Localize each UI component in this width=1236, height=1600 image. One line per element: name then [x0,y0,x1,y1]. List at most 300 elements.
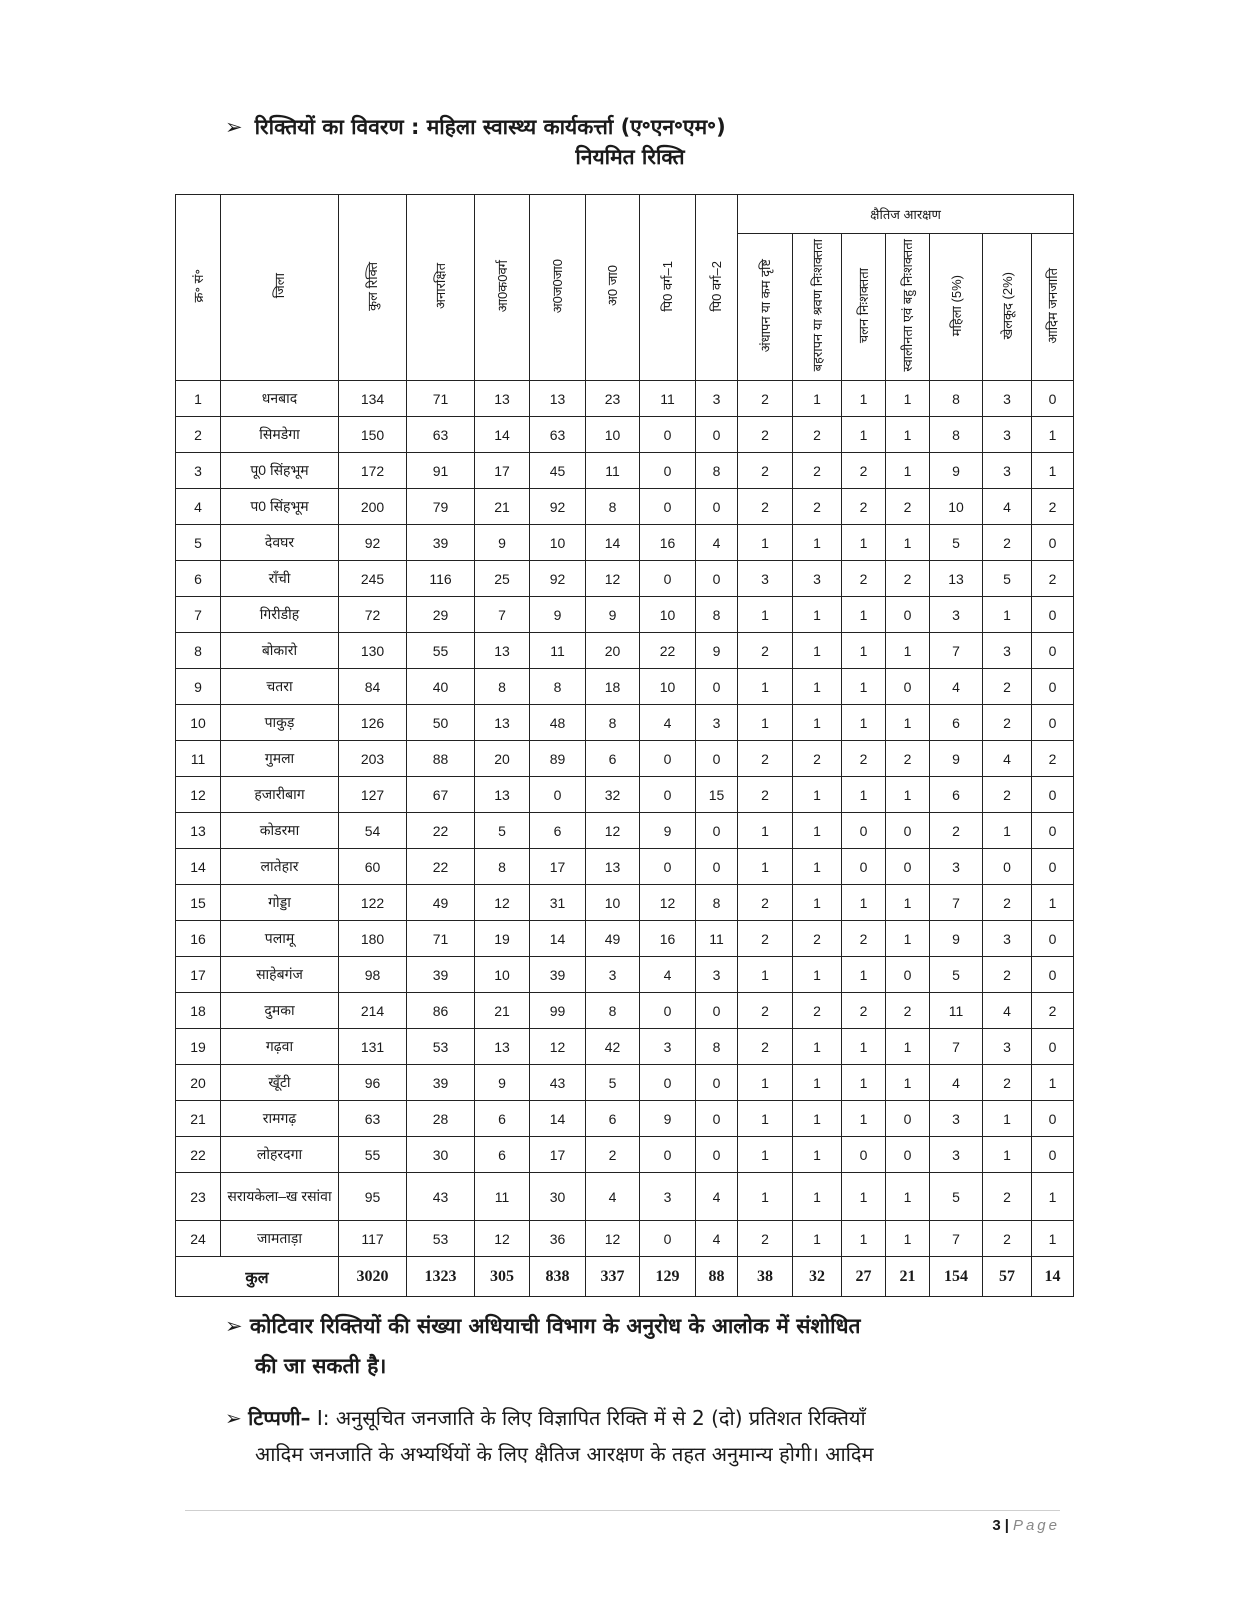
value-cell: 3 [586,957,640,993]
value-cell: 5 [586,1065,640,1101]
value-cell: 96 [339,1065,407,1101]
serial-cell: 14 [176,849,221,885]
value-cell: 6 [930,705,983,741]
value-cell: 13 [586,849,640,885]
col-header-unreserved: अनारक्षित [407,195,475,381]
value-cell: 71 [407,381,475,417]
value-cell: 1 [842,705,886,741]
col-header-bc1: पि0 वर्ग–1 [640,195,696,381]
total-cell: 21 [886,1257,930,1297]
value-cell: 14 [586,525,640,561]
value-cell: 13 [475,705,530,741]
col-group-horizontal-reservation: क्षैतिज आरक्षण [738,195,1074,234]
value-cell: 4 [983,741,1032,777]
value-cell: 8 [586,993,640,1029]
value-cell: 30 [530,1173,586,1221]
value-cell: 6 [475,1101,530,1137]
value-cell: 2 [842,741,886,777]
district-cell: लातेहार [221,849,339,885]
total-label: कुल [176,1257,339,1297]
value-cell: 0 [1032,849,1074,885]
value-cell: 11 [586,453,640,489]
district-cell: गढ़वा [221,1029,339,1065]
value-cell: 0 [1032,1029,1074,1065]
value-cell: 50 [407,705,475,741]
value-cell: 1 [842,381,886,417]
serial-cell: 6 [176,561,221,597]
value-cell: 0 [842,849,886,885]
value-cell: 4 [930,669,983,705]
value-cell: 1 [886,1221,930,1257]
value-cell: 1 [842,1173,886,1221]
value-cell: 2 [738,921,793,957]
value-cell: 92 [530,489,586,525]
table-row [176,705,1074,741]
value-cell: 4 [983,993,1032,1029]
col-header-women: महिला (5%) [930,234,983,381]
value-cell: 0 [886,1101,930,1137]
value-cell: 49 [407,885,475,921]
table-row [176,381,1074,417]
value-cell: 3 [983,1029,1032,1065]
value-cell: 1 [738,597,793,633]
value-cell: 0 [1032,633,1074,669]
value-cell: 0 [640,417,696,453]
value-cell: 1 [793,381,842,417]
value-cell: 1 [793,633,842,669]
total-cell: 129 [640,1257,696,1297]
value-cell: 2 [886,489,930,525]
value-cell: 28 [407,1101,475,1137]
value-cell: 43 [407,1173,475,1221]
value-cell: 15 [696,777,738,813]
value-cell: 3 [983,453,1032,489]
value-cell: 60 [339,849,407,885]
value-cell: 3 [793,561,842,597]
value-cell: 39 [407,957,475,993]
value-cell: 0 [640,1137,696,1173]
table-row [176,1137,1074,1173]
value-cell: 8 [586,705,640,741]
value-cell: 2 [738,417,793,453]
value-cell: 8 [930,417,983,453]
table-row [176,1173,1074,1221]
total-cell: 88 [696,1257,738,1297]
value-cell: 0 [640,1221,696,1257]
value-cell: 1 [793,705,842,741]
value-cell: 8 [696,453,738,489]
value-cell: 0 [983,849,1032,885]
col-header-pvtg: आदिम जनजाति [1032,234,1074,381]
vacancy-table [175,194,1074,1297]
value-cell: 2 [886,993,930,1029]
value-cell: 9 [930,921,983,957]
value-cell: 55 [407,633,475,669]
value-cell: 0 [640,777,696,813]
value-cell: 2 [793,417,842,453]
table-row [176,957,1074,993]
table-row [176,597,1074,633]
value-cell: 8 [696,1029,738,1065]
value-cell: 0 [1032,669,1074,705]
value-cell: 1 [738,813,793,849]
serial-cell: 2 [176,417,221,453]
value-cell: 1 [1032,417,1074,453]
value-cell: 1 [983,597,1032,633]
value-cell: 2 [738,741,793,777]
total-cell: 3020 [339,1257,407,1297]
table-row [176,1101,1074,1137]
value-cell: 1 [793,813,842,849]
value-cell: 63 [530,417,586,453]
col-header-serial: क्र॰ सं॰ [176,195,221,381]
value-cell: 6 [930,777,983,813]
value-cell: 1 [842,525,886,561]
value-cell: 0 [696,669,738,705]
value-cell: 89 [530,741,586,777]
col-header-total: कुल रिक्ति [339,195,407,381]
value-cell: 0 [1032,777,1074,813]
value-cell: 86 [407,993,475,1029]
value-cell: 1 [983,813,1032,849]
value-cell: 4 [640,957,696,993]
district-cell: जामताड़ा [221,1221,339,1257]
value-cell: 10 [930,489,983,525]
value-cell: 3 [640,1029,696,1065]
value-cell: 1 [1032,1065,1074,1101]
value-cell: 8 [696,597,738,633]
value-cell: 0 [1032,525,1074,561]
value-cell: 10 [586,885,640,921]
value-cell: 1 [793,1029,842,1065]
serial-cell: 16 [176,921,221,957]
serial-cell: 24 [176,1221,221,1257]
district-cell: बोकारो [221,633,339,669]
value-cell: 67 [407,777,475,813]
value-cell: 1 [738,669,793,705]
value-cell: 3 [983,381,1032,417]
value-cell: 0 [696,1101,738,1137]
table-row [176,561,1074,597]
value-cell: 1 [738,1065,793,1101]
value-cell: 1 [1032,1173,1074,1221]
value-cell: 4 [586,1173,640,1221]
value-cell: 10 [586,417,640,453]
serial-cell: 23 [176,1173,221,1221]
value-cell: 3 [696,957,738,993]
col-header-deaf: बहरापन या श्रवण निःशक्तता [793,234,842,381]
page-separator: | [1004,1517,1009,1534]
value-cell: 1 [738,957,793,993]
value-cell: 0 [696,813,738,849]
serial-cell: 5 [176,525,221,561]
value-cell: 32 [586,777,640,813]
value-cell: 127 [339,777,407,813]
value-cell: 0 [640,1065,696,1101]
value-cell: 0 [640,453,696,489]
value-cell: 92 [339,525,407,561]
table-body [176,381,1074,1257]
total-cell: 305 [475,1257,530,1297]
value-cell: 1 [793,849,842,885]
value-cell: 5 [930,525,983,561]
table-row [176,417,1074,453]
value-cell: 172 [339,453,407,489]
value-cell: 1 [886,1065,930,1101]
value-cell: 9 [586,597,640,633]
value-cell: 13 [475,777,530,813]
value-cell: 0 [640,561,696,597]
value-cell: 0 [640,993,696,1029]
col-header-st: अ0ज0जा0 [530,195,586,381]
value-cell: 1 [886,525,930,561]
value-cell: 2 [586,1137,640,1173]
value-cell: 4 [983,489,1032,525]
table-row [176,921,1074,957]
value-cell: 9 [640,813,696,849]
value-cell: 54 [339,813,407,849]
value-cell: 1 [886,921,930,957]
note2-text: I: अनुसूचित जनजाति के लिए विज्ञापित रिक्ति में से 2 (दो) प्रतिशत रिक्तियाँ [310,1406,866,1430]
value-cell: 2 [793,453,842,489]
note1-text: कोटिवार रिक्तियों की संख्या अधियाची विभाग के अनुरोध के आलोक में संशोधित [249,1314,861,1338]
total-row [176,1257,1074,1297]
serial-cell: 17 [176,957,221,993]
value-cell: 3 [983,417,1032,453]
value-cell: 7 [930,633,983,669]
value-cell: 13 [475,633,530,669]
value-cell: 2 [793,921,842,957]
value-cell: 0 [640,741,696,777]
district-cell: खूँटी [221,1065,339,1101]
value-cell: 9 [640,1101,696,1137]
table-row [176,633,1074,669]
col-header-district: जिला [221,195,339,381]
value-cell: 0 [886,597,930,633]
note-remark [225,1400,1070,1472]
value-cell: 0 [696,849,738,885]
value-cell: 21 [475,489,530,525]
value-cell: 2 [1032,561,1074,597]
value-cell: 42 [586,1029,640,1065]
value-cell: 0 [1032,705,1074,741]
value-cell: 0 [1032,921,1074,957]
value-cell: 30 [407,1137,475,1173]
value-cell: 2 [1032,489,1074,525]
value-cell: 4 [696,1221,738,1257]
value-cell: 0 [530,777,586,813]
serial-cell: 15 [176,885,221,921]
value-cell: 116 [407,561,475,597]
value-cell: 2 [842,453,886,489]
col-header-sports: खेलकूद (2%) [983,234,1032,381]
value-cell: 95 [339,1173,407,1221]
value-cell: 1 [842,957,886,993]
value-cell: 2 [983,705,1032,741]
table-row [176,993,1074,1029]
value-cell: 20 [475,741,530,777]
value-cell: 3 [930,597,983,633]
value-cell: 0 [696,993,738,1029]
value-cell: 2 [793,993,842,1029]
value-cell: 1 [793,669,842,705]
arrow-bullet-icon: ➢ [225,1406,242,1430]
value-cell: 40 [407,669,475,705]
value-cell: 12 [475,1221,530,1257]
table-row [176,1029,1074,1065]
value-cell: 150 [339,417,407,453]
value-cell: 14 [530,1101,586,1137]
total-cell: 32 [793,1257,842,1297]
col-header-sc: अ0 जा0 [586,195,640,381]
value-cell: 0 [696,741,738,777]
value-cell: 9 [930,741,983,777]
serial-cell: 3 [176,453,221,489]
value-cell: 203 [339,741,407,777]
value-cell: 2 [842,561,886,597]
value-cell: 12 [640,885,696,921]
value-cell: 122 [339,885,407,921]
value-cell: 84 [339,669,407,705]
value-cell: 2 [842,921,886,957]
value-cell: 1 [738,1101,793,1137]
value-cell: 1 [842,633,886,669]
total-cell: 154 [930,1257,983,1297]
value-cell: 2 [842,489,886,525]
serial-cell: 22 [176,1137,221,1173]
value-cell: 134 [339,381,407,417]
value-cell: 2 [983,669,1032,705]
value-cell: 1 [886,633,930,669]
serial-cell: 8 [176,633,221,669]
value-cell: 39 [530,957,586,993]
value-cell: 117 [339,1221,407,1257]
value-cell: 130 [339,633,407,669]
value-cell: 2 [983,885,1032,921]
value-cell: 3 [640,1173,696,1221]
value-cell: 2 [930,813,983,849]
value-cell: 16 [640,921,696,957]
value-cell: 2 [738,885,793,921]
value-cell: 8 [586,489,640,525]
value-cell: 1 [738,1137,793,1173]
value-cell: 200 [339,489,407,525]
district-cell: कोडरमा [221,813,339,849]
serial-cell: 19 [176,1029,221,1065]
value-cell: 2 [738,453,793,489]
value-cell: 11 [930,993,983,1029]
page-footer [900,1517,1060,1534]
table-row [176,885,1074,921]
value-cell: 13 [930,561,983,597]
value-cell: 8 [696,885,738,921]
value-cell: 131 [339,1029,407,1065]
value-cell: 7 [930,1029,983,1065]
value-cell: 10 [640,669,696,705]
value-cell: 0 [640,489,696,525]
value-cell: 8 [530,669,586,705]
district-cell: पलामू [221,921,339,957]
page-number: 3 [992,1517,1001,1534]
value-cell: 72 [339,597,407,633]
total-cell: 14 [1032,1257,1074,1297]
value-cell: 39 [407,525,475,561]
value-cell: 9 [930,453,983,489]
value-cell: 1 [793,1101,842,1137]
value-cell: 1 [1032,1221,1074,1257]
value-cell: 5 [930,957,983,993]
value-cell: 2 [738,489,793,525]
value-cell: 1 [793,885,842,921]
table-row [176,741,1074,777]
value-cell: 1 [886,777,930,813]
district-cell: दुमका [221,993,339,1029]
value-cell: 8 [475,669,530,705]
page-label: Page [1012,1517,1060,1534]
value-cell: 1 [793,1221,842,1257]
district-cell: गुमला [221,741,339,777]
page-heading [225,112,1025,142]
value-cell: 13 [475,1029,530,1065]
value-cell: 12 [586,561,640,597]
value-cell: 2 [1032,741,1074,777]
page-subheading: नियमित रिक्ति [575,145,685,169]
value-cell: 0 [1032,1137,1074,1173]
col-header-autism: स्वालीनता एवं बहु निःशक्तता [886,234,930,381]
table-row [176,669,1074,705]
value-cell: 18 [586,669,640,705]
value-cell: 1 [842,1221,886,1257]
col-header-blind: अंधापन या कम दृष्टि [738,234,793,381]
total-cell: 1323 [407,1257,475,1297]
total-cell: 27 [842,1257,886,1297]
value-cell: 21 [475,993,530,1029]
col-header-bc2: पि0 वर्ग–2 [696,195,738,381]
value-cell: 0 [1032,1101,1074,1137]
value-cell: 0 [886,1137,930,1173]
value-cell: 2 [793,741,842,777]
table-row [176,453,1074,489]
value-cell: 53 [407,1221,475,1257]
value-cell: 0 [886,669,930,705]
district-cell: पाकुड़ [221,705,339,741]
value-cell: 0 [886,813,930,849]
value-cell: 0 [842,813,886,849]
arrow-bullet-icon: ➢ [225,115,243,139]
table-row [176,813,1074,849]
value-cell: 0 [696,489,738,525]
value-cell: 9 [475,1065,530,1101]
value-cell: 13 [475,381,530,417]
serial-cell: 1 [176,381,221,417]
value-cell: 3 [930,849,983,885]
value-cell: 11 [640,381,696,417]
value-cell: 1 [1032,885,1074,921]
value-cell: 14 [475,417,530,453]
value-cell: 0 [640,849,696,885]
value-cell: 0 [696,1065,738,1101]
value-cell: 13 [530,381,586,417]
value-cell: 11 [475,1173,530,1221]
value-cell: 0 [842,1137,886,1173]
value-cell: 16 [640,525,696,561]
value-cell: 55 [339,1137,407,1173]
value-cell: 9 [696,633,738,669]
value-cell: 180 [339,921,407,957]
value-cell: 19 [475,921,530,957]
col-header-locomotor: चलन निःशक्तता [842,234,886,381]
value-cell: 126 [339,705,407,741]
